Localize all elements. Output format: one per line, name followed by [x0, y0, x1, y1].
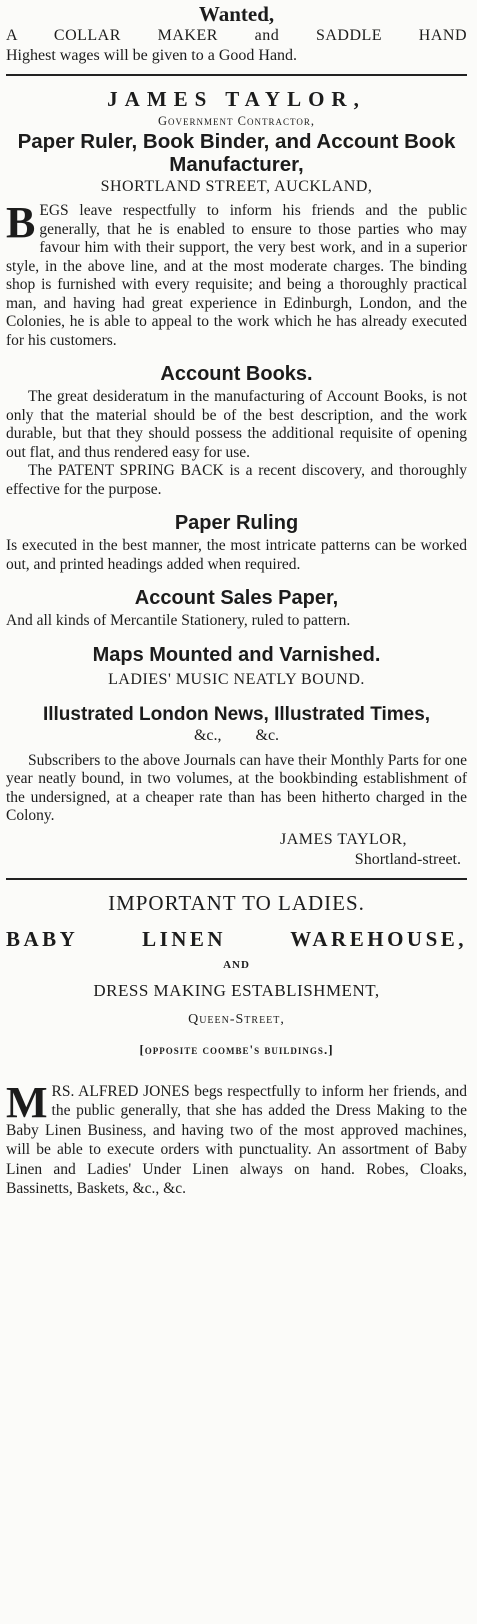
jones-body-text: RS. ALFRED JONES begs respectfully to inform her friends, and the public generally, that she has added the Dress Making to the Baby Linen Business, and having two of the most approved machines, will be able to execute orders with punctuality. An assortment of Baby Linen and Ladies' Under Linen always on hand. Robes, Cloaks, Bassinetts, Baskets, &c., &c.: [6, 1082, 467, 1197]
taylor-subtitle: Government Contractor,: [158, 114, 315, 128]
taylor-intro: [6, 198, 467, 350]
sales-paper-text: And all kinds of Mercantile Stationery, ruled to pattern.: [6, 612, 351, 629]
news-etc: &c., &c.: [193, 726, 280, 744]
jones-opposite: [opposite coombe's buildings.]: [139, 1041, 334, 1057]
account-books-paragraph-2: The PATENT SPRING BACK is a recent discovery, and thoroughly effective for the purpose.: [6, 462, 467, 498]
jones-advertisement: [6, 890, 467, 1199]
jones-dress: DRESS MAKING ESTABLISHMENT,: [93, 980, 380, 1000]
sales-paper-heading: Account Sales Paper,: [134, 587, 339, 609]
news-heading: Illustrated London News, Illustrated Times,: [42, 703, 431, 725]
paper-ruling-heading: Paper Ruling: [174, 512, 299, 534]
dropcap-m: M: [6, 1077, 48, 1127]
taylor-intro-text: EGS leave respectfully to inform his friends and the public generally, that he is enabled to ensure to those parties who may favour him with their support, the very best work, and in a superior style, in the above line, and at the most moderate charges. The binding shop is furnished with every requisite; and being a thoroughly practical man, and having had great experience in Edinburgh, London, and the Colonies, he is able to appeal to the work which he has already executed for his customers.: [6, 202, 467, 349]
jones-warehouse: BABY LINEN WAREHOUSE,: [6, 926, 467, 951]
account-books-paragraph-1: The great desideratum in the manufacturing of Account Books, is not only that the material should be of the best description, and the work durable, but that they should possess the additional requisite of opening out flat, and thus rendered easy for use.: [6, 388, 467, 461]
taylor-address: SHORTLAND STREET, AUCKLAND,: [100, 178, 373, 195]
wanted-line-2: Highest wages will be given to a Good Hand.: [6, 47, 298, 64]
divider: [6, 878, 467, 880]
dropcap-b: B: [6, 198, 36, 247]
jones-body: [6, 1077, 467, 1199]
signature-street: Shortland-street.: [354, 850, 461, 868]
signature-name: JAMES TAYLOR,: [279, 830, 407, 848]
news-text: Subscribers to the above Journals can have their Monthly Parts for one year neatly bound, in two volumes, at the bookbinding establishment of the undersigned, at a cheaper rate than has been hitherto charged in the Colony.: [6, 751, 467, 824]
account-books-heading: Account Books.: [160, 363, 313, 385]
divider: [6, 74, 467, 76]
taylor-advertisement: [6, 86, 467, 870]
jones-and: AND: [223, 958, 250, 971]
taylor-name: JAMES TAYLOR,: [107, 87, 366, 111]
wanted-advertisement: [6, 0, 467, 66]
jones-headline: IMPORTANT TO LADIES.: [108, 890, 365, 915]
music-line: LADIES' MUSIC NEATLY BOUND.: [108, 670, 365, 688]
taylor-trade: Paper Ruler, Book Binder, and Account Book Manufacturer,: [17, 130, 456, 176]
wanted-heading: Wanted,: [198, 2, 275, 26]
jones-street: Queen-Street,: [188, 1011, 285, 1027]
maps-heading: Maps Mounted and Varnished.: [92, 643, 381, 666]
paper-ruling-text: Is executed in the best manner, the most intricate patterns can be worked out, and printed headings added when required.: [6, 537, 467, 573]
wanted-line-1: A COLLAR MAKER and SADDLE HAND: [6, 27, 467, 44]
